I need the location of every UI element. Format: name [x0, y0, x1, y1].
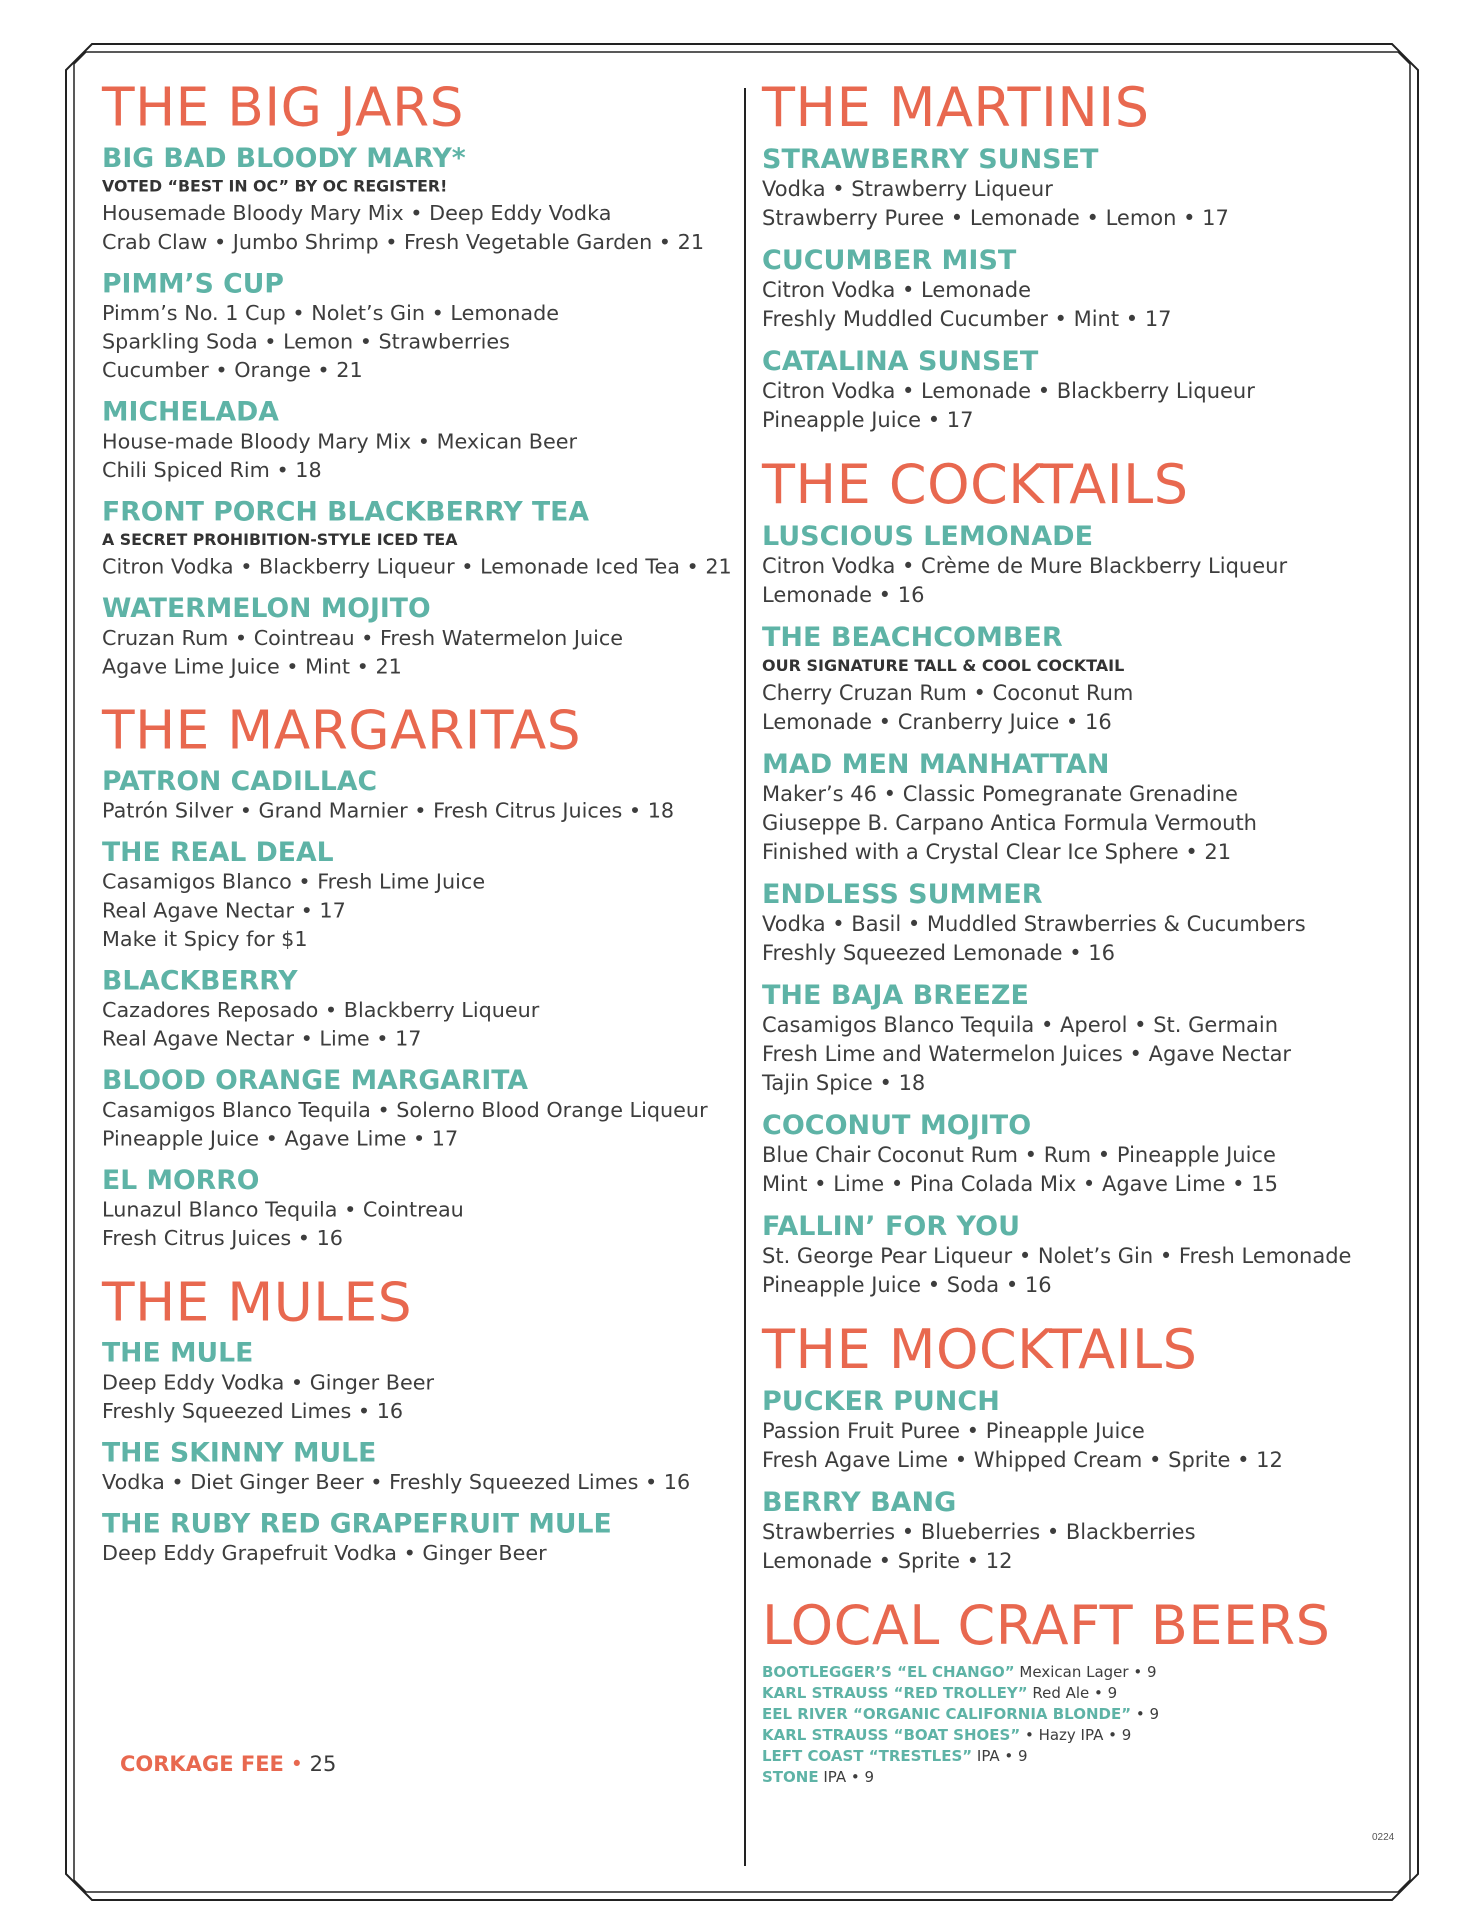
menu-item [762, 980, 1442, 1098]
menu-item [762, 346, 1442, 435]
menu-item [102, 1438, 724, 1497]
menu-item [102, 496, 732, 582]
item-ingredients: Casamigos Blanco Tequila • Aperol • St. Germain [762, 1013, 1279, 1037]
item-ingredients: Lemonade • 16 [762, 583, 925, 607]
corkage-fee [120, 1752, 336, 1776]
item-ingredients: Pimm’s No. 1 Cup • Nolet’s Gin • Lemonade [102, 301, 560, 325]
section-title: LOCAL CRAFT BEERS [762, 1594, 1331, 1657]
item-name: COCONUT MOJITO [762, 1110, 1032, 1141]
corkage-label: CORKAGE FEE [120, 1752, 284, 1776]
corkage-price: 25 [309, 1752, 337, 1776]
menu-item [762, 1110, 1442, 1199]
item-ingredients: Strawberries • Blueberries • Blackberries [762, 1520, 1196, 1544]
menu-section [102, 1270, 724, 1568]
item-ingredients: Housemade Bloody Mary Mix • Deep Eddy Vodka [102, 201, 612, 226]
item-name: CUCUMBER MIST [762, 245, 1017, 276]
menu-item [102, 1338, 724, 1426]
item-ingredients: Crab Claw • Jumbo Shrimp • Fresh Vegetable Garden • 21 [102, 230, 705, 254]
menu-item [762, 622, 1442, 737]
item-name: FALLIN’ FOR YOU [762, 1211, 1021, 1242]
beer-item [762, 1683, 1442, 1704]
item-ingredients: Lemonade • Sprite • 12 [762, 1549, 1013, 1573]
menu-section [762, 453, 1442, 1300]
item-name: BERRY BANG [762, 1487, 957, 1518]
beer-name: KARL STRAUSS “BOAT SHOES” [762, 1726, 1021, 1744]
section-title: THE COCKTAILS [762, 453, 1189, 516]
item-ingredients: Vodka • Basil • Muddled Strawberries & Cucumbers [762, 912, 1306, 936]
item-ingredients: Cruzan Rum • Cointreau • Fresh Watermelon Juice [102, 626, 624, 650]
item-ingredients: Cucumber • Orange • 21 [102, 358, 363, 383]
item-ingredients: Citron Vodka • Blackberry Liqueur • Lemonade Iced Tea • 21 [102, 554, 732, 579]
item-ingredients: Tajin Spice • 18 [762, 1071, 926, 1095]
item-ingredients: Finished with a Crystal Clear Ice Sphere • 21 [762, 840, 1232, 864]
beer-name: KARL STRAUSS “RED TROLLEY” [762, 1684, 1028, 1702]
beer-name: STONE [762, 1768, 819, 1786]
beer-item [762, 1704, 1442, 1725]
item-name: THE MULE [102, 1338, 254, 1369]
item-ingredients: Vodka • Strawberry Liqueur [762, 177, 1053, 201]
item-name: THE BAJA BREEZE [762, 980, 1029, 1011]
menu-item [762, 1487, 1442, 1576]
item-ingredients: Fresh Citrus Juices • 16 [102, 1226, 344, 1251]
item-ingredients: Blue Chair Coconut Rum • Rum • Pineapple Juice [762, 1143, 1276, 1167]
item-ingredients: Citron Vodka • Crème de Mure Blackberry Liqueur [762, 554, 1288, 578]
beer-item [762, 1662, 1442, 1683]
right-column [762, 76, 1442, 1810]
item-ingredients: St. George Pear Liqueur • Nolet’s Gin • Fresh Lemonade [762, 1244, 1352, 1268]
item-ingredients: Pineapple Juice • 17 [762, 408, 974, 432]
menu-item [102, 837, 724, 954]
item-ingredients: Agave Lime Juice • Mint • 21 [102, 654, 402, 679]
menu-item [762, 749, 1442, 867]
item-name: ENDLESS SUMMER [762, 879, 1043, 910]
item-name: LUSCIOUS LEMONADE [762, 521, 1094, 552]
item-name: THE REAL DEAL [102, 837, 334, 868]
item-tagline: OUR SIGNATURE TALL & COOL COCKTAIL [762, 656, 1125, 675]
menu-section [102, 699, 724, 1253]
menu-item [102, 143, 724, 257]
item-name: BIG BAD BLOODY MARY* [102, 143, 466, 174]
menu-item [102, 269, 724, 386]
menu-item [762, 1386, 1442, 1475]
section-title: THE MULES [102, 1270, 413, 1334]
item-ingredients: Patrón Silver • Grand Marnier • Fresh Citrus Juices • 18 [102, 798, 675, 823]
item-ingredients: Chili Spiced Rim • 18 [102, 458, 322, 482]
item-ingredients: Fresh Lime and Watermelon Juices • Agave Nectar [762, 1042, 1292, 1066]
section-title: THE BIG JARS [102, 76, 464, 139]
menu-item [102, 966, 724, 1054]
item-tagline: VOTED “BEST IN OC” BY OC REGISTER! [102, 176, 448, 196]
item-ingredients: Real Agave Nectar • Lime • 17 [102, 1026, 422, 1051]
item-ingredients: Make it Spicy for $1 [102, 927, 308, 951]
beer-description: IPA • 9 [972, 1747, 1028, 1765]
menu-item [762, 245, 1442, 334]
menu-item [762, 144, 1442, 233]
section-title: THE MARGARITAS [102, 699, 582, 762]
menu-section [762, 76, 1442, 435]
item-ingredients: Freshly Squeezed Limes • 16 [102, 1399, 404, 1423]
beer-description: • 9 [1131, 1705, 1160, 1723]
item-name: BLACKBERRY [102, 965, 298, 997]
item-name: PUCKER PUNCH [762, 1386, 1000, 1417]
item-ingredients: Maker’s 46 • Classic Pomegranate Grenadine [762, 782, 1238, 806]
beer-item [762, 1746, 1442, 1767]
beer-name: EEL RIVER “ORGANIC CALIFORNIA BLONDE” [762, 1705, 1132, 1723]
item-ingredients: Deep Eddy Vodka • Ginger Beer [102, 1370, 435, 1395]
item-ingredients: Lunazul Blanco Tequila • Cointreau [102, 1197, 464, 1222]
beer-description: IPA • 9 [818, 1768, 875, 1786]
item-name: STRAWBERRY SUNSET [762, 144, 1099, 175]
item-name: THE RUBY RED GRAPEFRUIT MULE [102, 1508, 612, 1540]
item-name: MAD MEN MANHATTAN [762, 749, 1110, 780]
menu-item [762, 1211, 1442, 1300]
menu-item [102, 397, 724, 485]
item-ingredients: House-made Bloody Mary Mix • Mexican Beer [102, 429, 578, 454]
menu-item [102, 1065, 724, 1153]
item-ingredients: Lemonade • Cranberry Juice • 16 [762, 710, 1112, 734]
item-ingredients: Giuseppe B. Carpano Antica Formula Vermouth [762, 811, 1257, 835]
item-ingredients: Vodka • Diet Ginger Beer • Freshly Squeezed Limes • 16 [102, 1470, 691, 1495]
item-ingredients: Strawberry Puree • Lemonade • Lemon • 17 [762, 206, 1229, 230]
item-ingredients: Freshly Muddled Cucumber • Mint • 17 [762, 307, 1172, 331]
menu-section [102, 76, 732, 681]
section-title: THE MOCKTAILS [762, 1318, 1198, 1381]
beer-description: • Hazy IPA • 9 [1020, 1726, 1132, 1744]
item-ingredients: Cazadores Reposado • Blackberry Liqueur [102, 998, 540, 1023]
item-ingredients: Sparkling Soda • Lemon • Strawberries [102, 329, 510, 354]
beer-description: Red Ale • 9 [1027, 1684, 1118, 1702]
item-name: EL MORRO [102, 1165, 260, 1196]
item-ingredients: Mint • Lime • Pina Colada Mix • Agave Lime • 15 [762, 1172, 1278, 1196]
item-ingredients: Passion Fruit Puree • Pineapple Juice [762, 1419, 1145, 1443]
item-ingredients: Freshly Squeezed Lemonade • 16 [762, 941, 1116, 965]
item-ingredients: Real Agave Nectar • 17 [102, 898, 346, 923]
item-ingredients: Citron Vodka • Lemonade [762, 278, 1032, 302]
item-ingredients: Cherry Cruzan Rum • Coconut Rum [762, 681, 1134, 705]
menu-item [762, 879, 1442, 968]
item-name: PIMM’S CUP [102, 268, 284, 300]
item-name: MICHELADA [102, 396, 279, 428]
item-name: CATALINA SUNSET [762, 346, 1039, 377]
menu-item [102, 766, 724, 825]
beer-name: LEFT COAST “TRESTLES” [762, 1747, 973, 1765]
item-ingredients: Fresh Agave Lime • Whipped Cream • Sprite • 12 [762, 1448, 1283, 1472]
beer-description: Mexican Lager • 9 [1014, 1663, 1157, 1681]
section-title: THE MARTINIS [762, 76, 1150, 139]
item-name: PATRON CADILLAC [102, 766, 378, 797]
left-column [102, 76, 732, 1590]
corkage-separator: • [283, 1752, 310, 1776]
menu-item [102, 1165, 724, 1253]
item-name: THE BEACHCOMBER [762, 622, 1063, 653]
item-ingredients: Pineapple Juice • Soda • 16 [762, 1273, 1052, 1297]
item-tagline: A SECRET PROHIBITION-STYLE ICED TEA [102, 530, 458, 550]
item-name: BLOOD ORANGE MARGARITA [102, 1065, 529, 1097]
beer-item [762, 1725, 1442, 1746]
item-ingredients: Casamigos Blanco • Fresh Lime Juice [102, 869, 486, 894]
item-ingredients: Citron Vodka • Lemonade • Blackberry Liqueur [762, 379, 1255, 403]
menu-section [762, 1318, 1442, 1576]
beer-name: BOOTLEGGER’S “EL CHANGO” [762, 1663, 1015, 1681]
item-name: THE SKINNY MULE [102, 1437, 377, 1469]
item-ingredients: Pineapple Juice • Agave Lime • 17 [102, 1126, 459, 1151]
item-ingredients: Deep Eddy Grapefruit Vodka • Ginger Beer [102, 1541, 547, 1566]
menu-item [762, 521, 1442, 610]
beer-item [762, 1767, 1442, 1788]
item-ingredients: Casamigos Blanco Tequila • Solerno Blood Orange Liqueur [102, 1098, 708, 1122]
menu-code: 0224 [1372, 1832, 1395, 1843]
menu-section-beers [762, 1594, 1442, 1788]
menu-item [102, 593, 724, 681]
item-name: WATERMELON MOJITO [102, 593, 431, 625]
menu-item [102, 1509, 724, 1568]
item-name: FRONT PORCH BLACKBERRY TEA [102, 496, 590, 528]
column-divider [744, 88, 746, 1866]
